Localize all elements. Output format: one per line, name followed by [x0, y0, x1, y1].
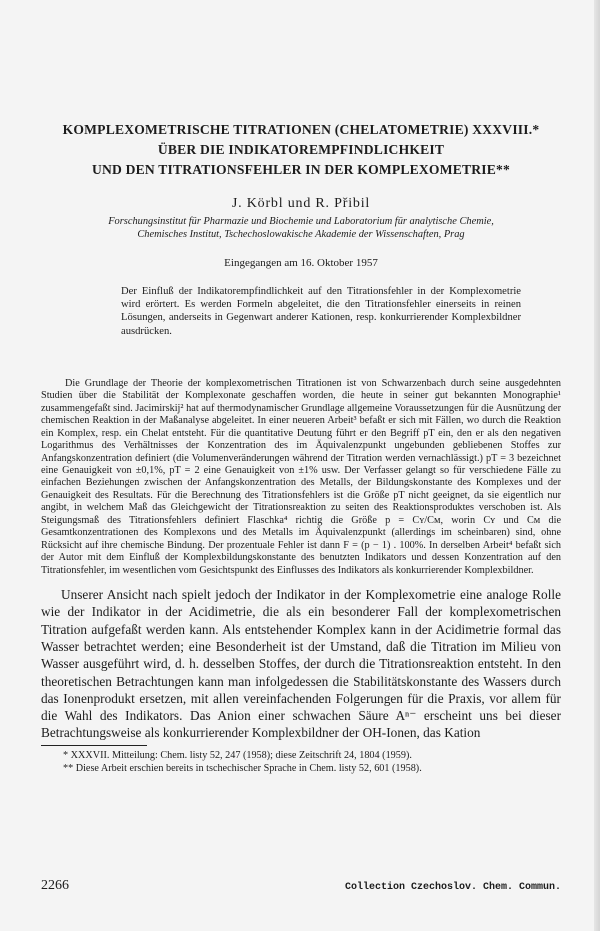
footnotes — [41, 749, 561, 776]
body-paragraph: Unserer Ansicht nach spielt jedoch der Indikator in der Komplexometrie eine analoge Rolle wie der Indikator in der Acidimetrie, die als ein besonderer Fall der komplexometrischen Titration aufgefaßt werden kann. Als entstehender Komplex kann in der Acidimetrie formal das Wasser betrachtet werden; eine Besonderheit ist der Umstand, daß die Titration im Milieu von Wasser ausgeführt wird, d. h. desselben Stoffes, der durch die Titrationsreaktion entsteht. In den theoretischen Betrachtungen kann man infolgedessen die Stabilitätskonstante des Wassers durch das Ionenprodukt ersetzen, mit allen vereinfachenden Folgerungen für die Praxis, vor allem für die Wahl des Indikators. Das Anion einer schwachen Säure Aⁿ⁻ erscheint uns bei dieser Betrachtungsweise als konkurrierender Komplexbildner der OH-Ionen, das Kation — [41, 587, 561, 741]
title-line-1: KOMPLEXOMETRISCHE TITRATIONEN (CHELATOMETRIE) XXXVIII.* — [62, 122, 540, 137]
abstract: Der Einfluß der Indikatorempfindlichkeit auf den Titrationsfehler in der Komplexometrie wird erörtert. Es werden Formeln abgeleitet, die den Titrationsfehler einerseits in reinen Lösungen, anderseits in Gegenwart anderer Kationen, resp. konkurrierender Komplexbildner ausdrücken. — [121, 286, 521, 337]
affiliation-line-2: Chemisches Institut, Tschechoslowakische Akademie der Wissenschaften, Prag — [137, 229, 465, 240]
received-date: Eingegangen am 16. Oktober 1957 — [224, 257, 378, 269]
page-binding-shadow — [594, 0, 600, 931]
intro-paragraph: Die Grundlage der Theorie der komplexometrischen Titrationen ist von Schwarzenbach durch seine ausgedehnten Studien über die Stabilität der Komplexonate geschaffen worden, die heute in seiner gut bekannten Monographie¹ zusammengefaßt sind. Jacimirskij² hat auf thermodynamischer Grundlage allgemeine Voraussetzungen für die Ausnützung der chemischen Reaktion in der Maßanalyse abgeleitet. In einer neueren Arbeit³ befaßt er sich mit Fällen, wo durch die Reaktion ein Komplex, resp. ein Chelat entsteht. Für die quantitative Deutung führt er den Begriff pT ein, den er als den negativen Logarithmus des Verhältnisses der Konzentration des im Äquivalenzpunkt ungebunden gebliebenen Stoffes zur Anfangskonzentration definiert (die Volumenveränderungen während der Titration werden vernachlässigt.) pT = 3 bezeichnet eine Genauigkeit von ±0,1%, pT = 2 eine Genauigkeit von ±1% usw. Der Verfasser gelangt so für verschiedene Fälle zu einfachen Beziehungen zwischen der Anfangskonzentration des Metalls, der Bildungskonstante des Komplexes und der Genauigkeit des Resultats. Für die Berechnung des Titrationsfehlers ist die Größe pT nicht geeignet, da sie eigentlich nur angibt, in welchem Maß das Gleichgewicht der Titrationsreaktion zu seiten des Reaktionsproduktes verschoben ist. Als Steigungsmaß des Titrationsfehlers definiert Flaschka⁴ richtig die Größe p = Cʏ/Cᴍ, worin Cʏ und Cᴍ die Gesamtkonzentrationen des Komplexons und des Metalls im Äquivalenzpunkt (allerdings im scheinbaren) sind, ohne Rücksicht auf ihre chemische Bindung. Der prozentuale Fehler ist dann F = (p − 1) . 100%. In derselben Arbeit⁴ befaßt sich der Autor mit dem Einfluß der Komplexbildungskonstante des benutzten Indikators und dessen Konzentration auf den Titrationsfehler, im wesentlichen vom Gesichtspunkt des Einflusses des Indikators als konkurrierender Komplexbildner. — [41, 377, 561, 576]
authors: J. Körbl und R. Přibil — [231, 196, 371, 211]
page-footer — [41, 878, 561, 894]
title-line-2: ÜBER DIE INDIKATOREMPFINDLICHKEIT — [157, 142, 445, 157]
title-line-3: UND DEN TITRATIONSFEHLER IN DER KOMPLEXOMETRIE** — [91, 162, 511, 177]
article-title — [41, 0, 561, 180]
footnote-2: ** Diese Arbeit erschien bereits in tschechischer Sprache in Chem. listy 52, 601 (1958). — [63, 763, 422, 775]
journal-name: Collection Czechoslov. Chem. Commun. — [344, 882, 561, 893]
page-number: 2266 — [41, 878, 69, 893]
affiliation-line-1: Forschungsinstitut für Pharmazie und Biochemie und Laboratorium für analytische Chemie, — [108, 216, 494, 227]
footnote-1: * XXXVII. Mitteilung: Chem. listy 52, 247 (1958); diese Zeitschrift 24, 1804 (1959). — [63, 749, 412, 761]
affiliation — [41, 215, 561, 241]
footnote-rule — [41, 745, 147, 746]
